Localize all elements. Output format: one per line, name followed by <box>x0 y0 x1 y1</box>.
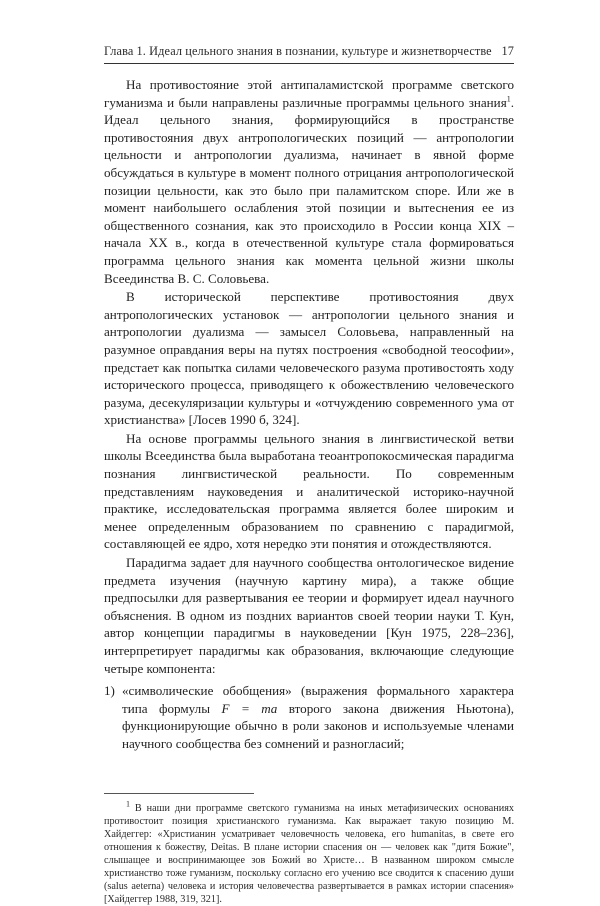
footnote-text: В наши дни программе светского гуманизма на иных метафизических основаниях противостоит позиция христианского гуманизма. Как выражает такую позицию М. Хайдеггер: «Христианин усматривает человечность человека, его humanitas, в свете его отношения к божеству, Deitas. В плане истории спасения он — человек как "дитя Божие", слышащее и воспринимающее зов Божий во Христе… В названном широком смысле христианство тоже гуманизм, поскольку согласно его учению все сводится к спасению души (salus aeterna) человека и история человечества развертывается в рамках истории спасения» [Хайдеггер 1988, 319, 321]. <box>104 802 514 906</box>
footnote-mark: 1 <box>126 799 130 809</box>
footnote <box>104 799 514 906</box>
component-list <box>104 682 514 752</box>
paragraph-1-text-a: На противостояние этой антипаламистской программе светского гуманизма и были направлены различные программы цельного знания <box>104 77 514 110</box>
paragraph-2: В исторической перспективе противостояния двух антропологических установок — антропологии цельного знания и антропологии дуализма — замысел Соловьева, направленный на разумное оправдания веры на путях построения «свободной теософии», предстает как попытка силами человеческого разума противостоять ходу исторического процесса, приводящего к обожествлению человеческого разума, десекуляризации культуры и «отчуждению современного ума от христианства» [Лосев 1990 б, 324]. <box>104 289 514 428</box>
footnote-divider <box>104 793 254 794</box>
page-number: 17 <box>501 44 514 58</box>
list-item-text <box>122 682 514 752</box>
list-item-number: 1) <box>104 683 115 699</box>
paragraph-1 <box>104 76 514 287</box>
paragraph-3: На основе программы цельного знания в лингвистической ветви школы Всеединства была выработана теоантропокосмическая парадигма познания лингвистической реальности. По современным представлениям науковедения и аналитической историко-научной практике, исследовательская программа является более широким и менее определенным образованием по сравнению с парадигмой, составляющей ее ядро, хотя нередко эти понятия и отождествляются. <box>104 430 514 552</box>
list-item <box>104 682 514 752</box>
footnote-reference[interactable]: 1 <box>506 94 511 104</box>
running-head <box>104 44 514 64</box>
chapter-title: Глава 1. Идеал цельного знания в познании, культуре и жизнетворчестве <box>104 44 492 58</box>
formula: F = ma <box>221 700 278 716</box>
list-item-text-a: «символические обобщения» (выражения формального характера типа формулы <box>122 683 514 716</box>
paragraph-4: Парадигма задает для научного сообщества онтологическое видение предмета изучения (научную картину мира), а также общие предпосылки для развертывания ее теории и формирует идеал научного объяснения. В одном из поздних вариантов своей теории науки Т. Кун, автор концепции парадигмы в науковедении [Кун 1975, 228–236], интерпретирует парадигмы как образования, включающие следующие четыре компонента: <box>104 555 514 676</box>
paragraph-1-text-b: . Идеал цельного знания, формирующийся в пространстве противостояния двух антропологических позиций — антропологии цельности и антропологии дуализма, начинает в явной форме обсуждаться в культуре в момент полного отрицания антропологической позиции цельности, как это было при паламитском споре. Или же в момент наибольшего ослабления этой позиции и вытеснения ее из общественного сознания, как это происходило в России конца XIX – начала XX в., когда в отечественной культуре стала формироваться программа цельного знания как момента цельной жизни школы Всеединства В. С. Соловьева. <box>104 94 514 286</box>
list-item-text-b: второго закона движения Ньютона), функционирующие обычно в роли законов и используемые членами научного сообщества без сомнений и разногласий; <box>122 700 514 751</box>
main-text <box>104 76 514 753</box>
